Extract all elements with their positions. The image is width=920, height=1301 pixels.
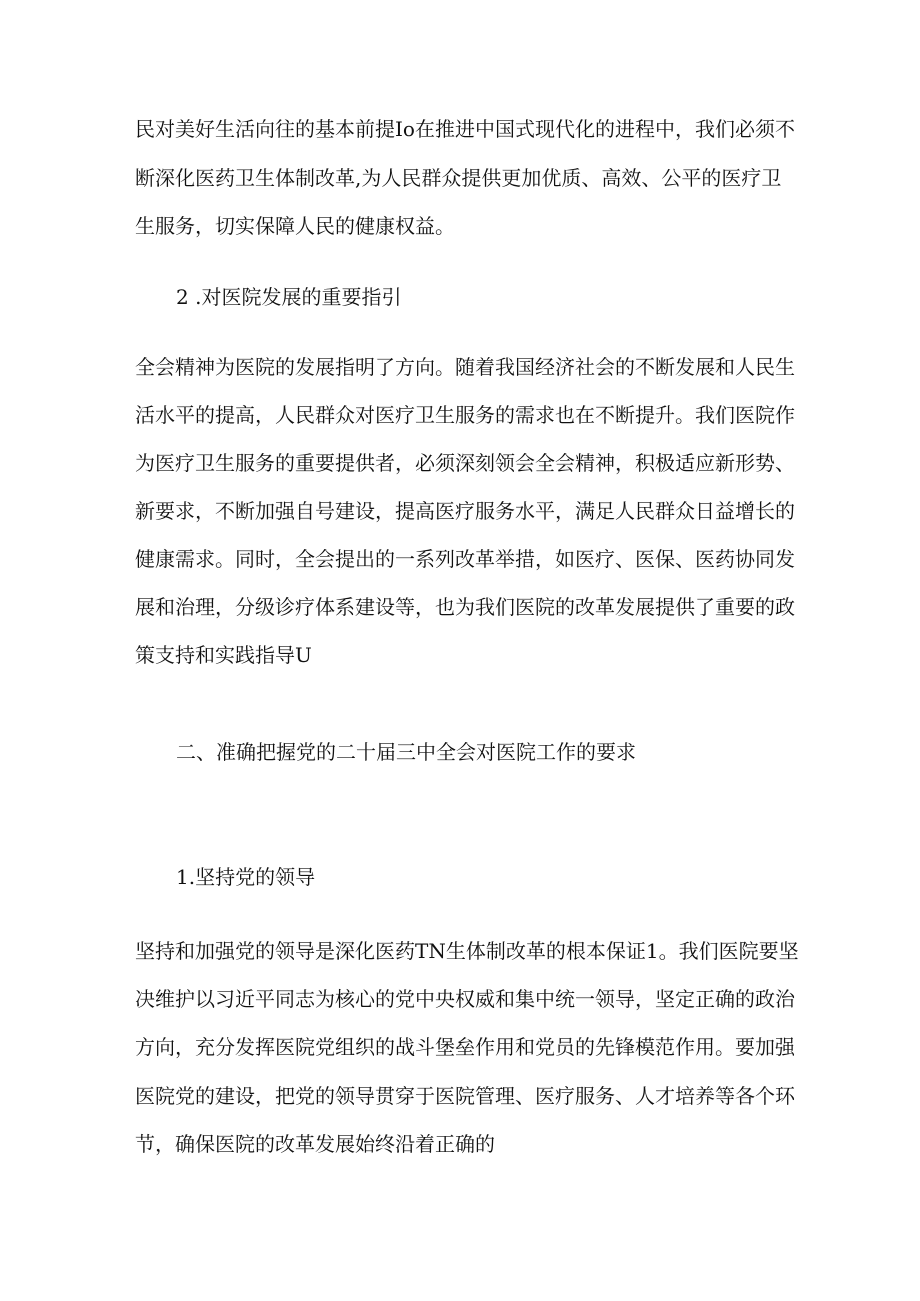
paragraph-1-line-2: 断深化医药卫生体制改革,为人民群众提供更加优质、高效、公平的医疗卫 bbox=[135, 166, 782, 190]
paragraph-1-line-3: 生服务，切实保障人民的健康权益。 bbox=[135, 214, 455, 238]
subheading-1: 1.坚持党的领导 bbox=[176, 865, 316, 889]
paragraph-2-line-5: 健康需求。同时，全会提出的一系列改革举措，如医疗、医保、医药协同发 bbox=[135, 547, 795, 571]
subheading-2: 2 .对医院发展的重要指引 bbox=[176, 285, 402, 309]
paragraph-2-line-2: 活水平的提高，人民群众对医疗卫生服务的需求也在不断提升。我们医院作 bbox=[135, 403, 795, 427]
paragraph-3-line-3: 方向，充分发挥医院党组织的战斗堡垒作用和党员的先锋模范作用。要加强 bbox=[135, 1035, 795, 1059]
paragraph-3-line-2: 决维护以习近平同志为核心的党中央权威和集中统一领导，坚定正确的政治 bbox=[135, 987, 795, 1011]
paragraph-2-line-7: 策支持和实践指导U bbox=[135, 643, 312, 667]
paragraph-3-line-5: 节，确保医院的改革发展始终沿着正确的 bbox=[135, 1132, 495, 1156]
paragraph-3-line-1: 坚持和加强党的领导是深化医药TN生体制改革的根本保证1。我们医院要坚 bbox=[135, 939, 799, 963]
paragraph-2-line-1: 全会精神为医院的发展指明了方向。随着我国经济社会的不断发展和人民生 bbox=[135, 355, 795, 379]
paragraph-2-line-4: 新要求，不断加强自号建设，提高医疗服务水平，满足人民群众日益增长的 bbox=[135, 499, 795, 523]
paragraph-2-line-3: 为医疗卫生服务的重要提供者，必须深刻领会全会精神，积极适应新形势、 bbox=[135, 451, 795, 475]
section-heading: 二、准确把握党的二十届三中全会对医院工作的要求 bbox=[176, 740, 636, 764]
paragraph-1-line-1: 民对美好生活向往的基本前提Io在推进中国式现代化的进程中，我们必须不 bbox=[135, 117, 795, 141]
paragraph-2-line-6: 展和治理，分级诊疗体系建设等，也为我们医院的改革发展提供了重要的政 bbox=[135, 595, 795, 619]
paragraph-3-line-4: 医院党的建设，把党的领导贯穿于医院管理、医疗服务、人才培养等各个环 bbox=[135, 1084, 795, 1108]
